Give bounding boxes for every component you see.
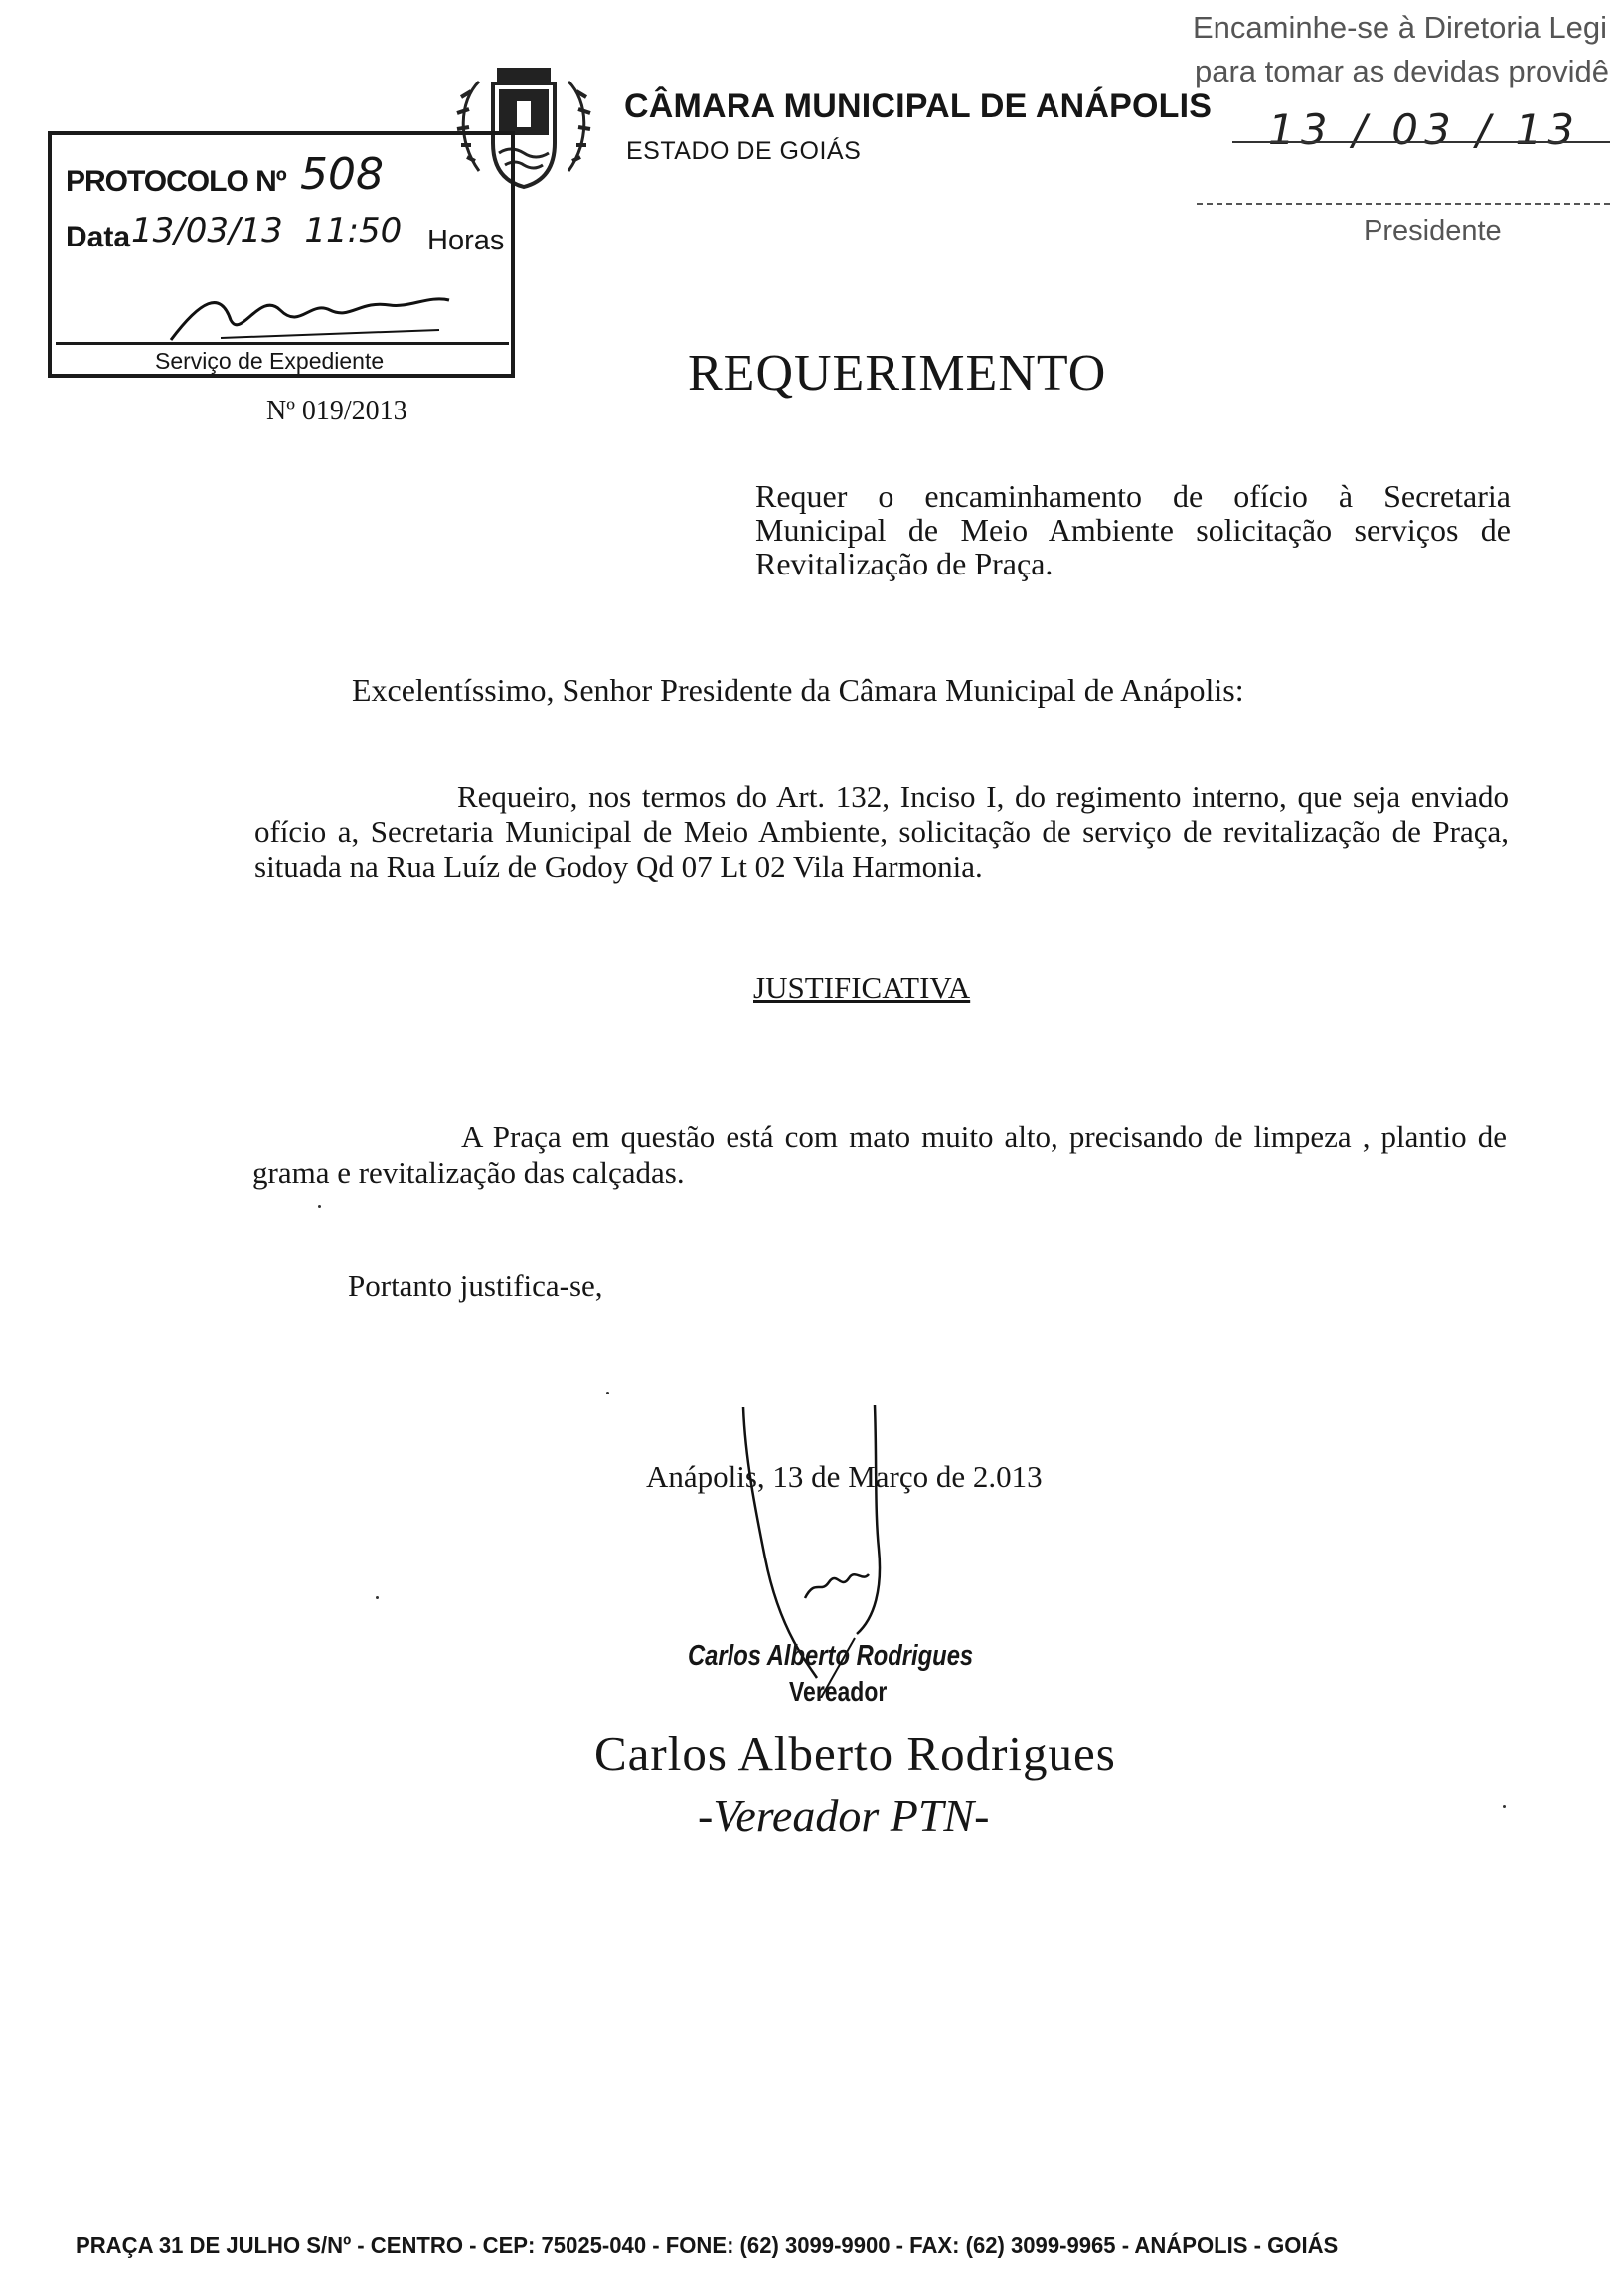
signature-stamp-role: Vereador <box>789 1676 888 1707</box>
protocol-date-label: Data <box>66 221 131 253</box>
institution-state: ESTADO DE GOIÁS <box>626 137 862 165</box>
scan-speck <box>606 1392 609 1394</box>
institution-name: CÂMARA MUNICIPAL DE ANÁPOLIS <box>624 87 1213 125</box>
dispatch-note-line-2: para tomar as devidas providê <box>1195 54 1610 88</box>
scan-speck <box>1503 1805 1506 1808</box>
footer-address: PRAÇA 31 DE JULHO S/Nº - CENTRO - CEP: 75025-040 - FONE: (62) 3099-9900 - FAX: (62) 3099-9965 - ANÁPOLIS - GOIÁS <box>76 2232 1339 2258</box>
protocol-number: 508 <box>300 149 384 200</box>
place-and-date: Anápolis, 13 de Março de 2.013 <box>646 1459 1043 1494</box>
dispatch-date-rule <box>1232 141 1610 143</box>
document-number: Nº 019/2013 <box>266 396 407 426</box>
dispatch-note-line-1: Encaminhe-se à Diretoria Legi <box>1193 10 1607 45</box>
closing-line: Portanto justifica-se, <box>348 1268 603 1303</box>
dispatch-signature-rule <box>1197 203 1610 205</box>
protocol-label: PROTOCOLO Nº <box>66 165 286 198</box>
scan-speck <box>318 1205 321 1208</box>
request-paragraph: Requeiro, nos termos do Art. 132, Inciso I, do regimento interno, que seja enviado ofício a, Secretaria Municipal de Meio Ambiente, solicitação de serviço de revitalização de Praça, situada na Rua Luíz de Godoy Qd 07 Lt 02 Vila Harmonia. <box>254 779 1509 884</box>
justification-heading: JUSTIFICATIVA <box>753 970 971 1005</box>
dispatch-date: 13 / 03 / 13 <box>1268 105 1581 154</box>
protocol-date: 13/03/13 11:50 <box>131 211 403 250</box>
signer-role: -Vereador PTN- <box>698 1790 990 1841</box>
document-title: REQUERIMENTO <box>688 345 1107 402</box>
justification-paragraph: A Praça em questão está com mato muito alto, precisando de limpeza , plantio de grama e revitalização das calçadas. <box>252 1119 1507 1190</box>
stamp-divider <box>56 342 509 345</box>
dispatch-signature-label: Presidente <box>1364 215 1502 246</box>
salutation: Excelentíssimo, Senhor Presidente da Câmara Municipal de Anápolis: <box>352 672 1244 708</box>
protocol-signature-icon <box>161 280 459 350</box>
scan-speck <box>376 1596 379 1599</box>
document-summary: Requer o encaminhamento de ofício à Secretaria Municipal de Meio Ambiente solicitação serviços de Revitalização de Praça. <box>755 478 1511 581</box>
protocol-hours-label: Horas <box>427 225 505 256</box>
protocol-department: Serviço de Expediente <box>155 348 385 374</box>
protocol-stamp <box>48 131 515 378</box>
signature-stamp-name: Carlos Alberto Rodrigues <box>688 1640 974 1672</box>
signer-name: Carlos Alberto Rodrigues <box>594 1726 1116 1781</box>
protocol-time: 11:50 <box>304 211 403 250</box>
